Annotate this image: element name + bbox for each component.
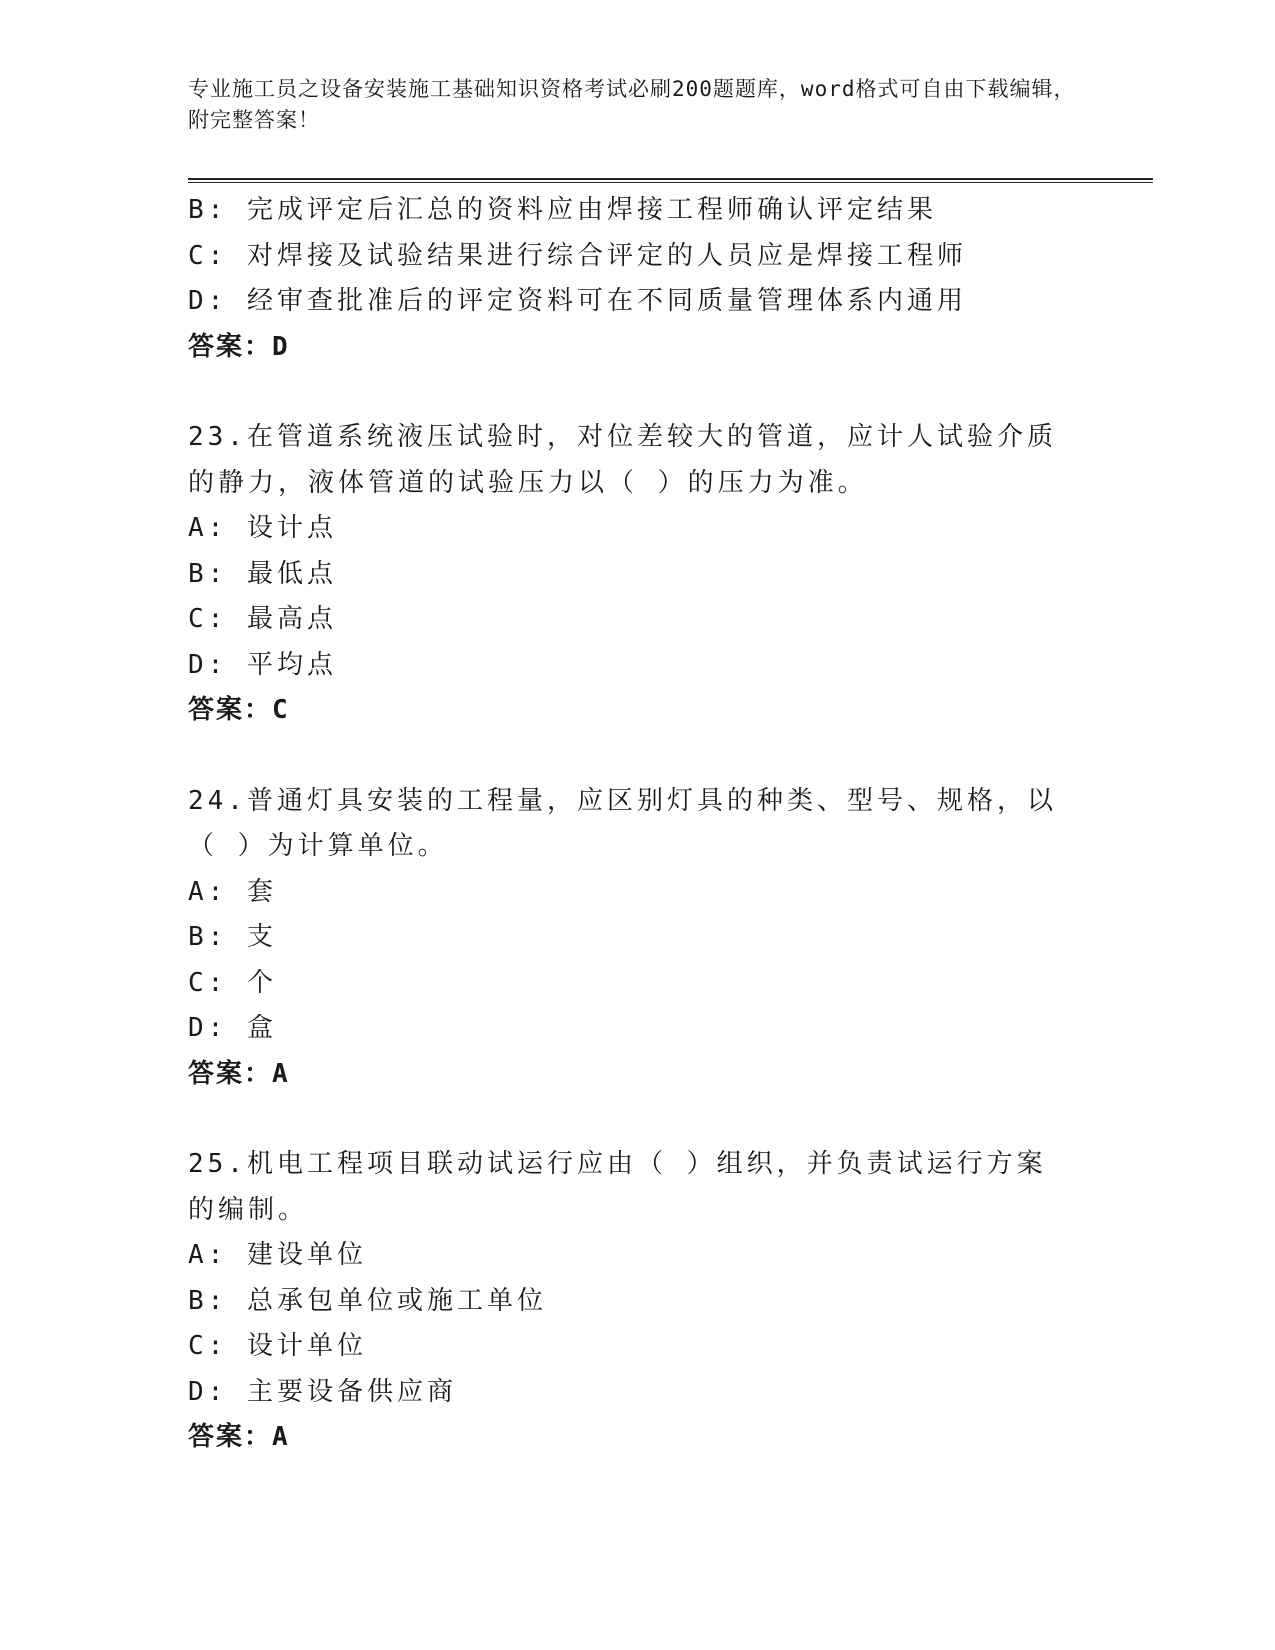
option-d: D: 平均点: [188, 649, 337, 680]
option-b: B: 支: [188, 922, 277, 952]
option-c: C: 个: [188, 967, 277, 998]
option-d: D: 经审查批准后的评定资料可在不同质量管理体系内通用: [188, 286, 967, 316]
question-23: [188, 415, 1088, 734]
document-header: 专业施工员之设备安装施工基础知识资格考试必刷200题题库，word格式可自由下载编辑，附完整答案！: [188, 77, 1076, 132]
option-a: A: 设计点: [188, 513, 337, 543]
option-b: B: 总承包单位或施工单位: [188, 1285, 547, 1316]
question-stem: 24.普通灯具安装的工程量，应区别灯具的种类、型号、规格，以（ ）为计算单位。: [188, 785, 1057, 861]
option-d: D: 主要设备供应商: [188, 1376, 457, 1407]
option-b: B: 最低点: [188, 558, 337, 589]
question-25: [188, 1142, 1088, 1461]
question-stem: 25.机电工程项目联动试运行应由（ ）组织，并负责试运行方案的编制。: [188, 1149, 1047, 1225]
question-content: [188, 188, 1088, 1461]
header-divider-thick: [188, 178, 1153, 180]
answer-line: 答案：A: [188, 1422, 290, 1452]
answer-line: 答案：A: [188, 1058, 290, 1089]
option-a: A: 建设单位: [188, 1240, 367, 1270]
answer-line: 答案：D: [188, 331, 290, 362]
option-c: C: 设计单位: [188, 1331, 367, 1361]
header-divider-thin: [188, 182, 1153, 183]
option-c: C: 最高点: [188, 604, 337, 634]
answer-line: 答案：C: [188, 695, 290, 725]
question-stem: 23.在管道系统液压试验时，对位差较大的管道，应计人试验介质的静力，液体管道的试验压力以（ ）的压力为准。: [188, 422, 1057, 498]
option-c: C: 对焊接及试验结果进行综合评定的人员应是焊接工程师: [188, 240, 967, 271]
prev-question-block: [188, 188, 1088, 370]
option-d: D: 盒: [188, 1013, 277, 1043]
option-b: B: 完成评定后汇总的资料应由焊接工程师确认评定结果: [188, 195, 937, 225]
question-24: [188, 779, 1088, 1098]
option-a: A: 套: [188, 876, 277, 907]
